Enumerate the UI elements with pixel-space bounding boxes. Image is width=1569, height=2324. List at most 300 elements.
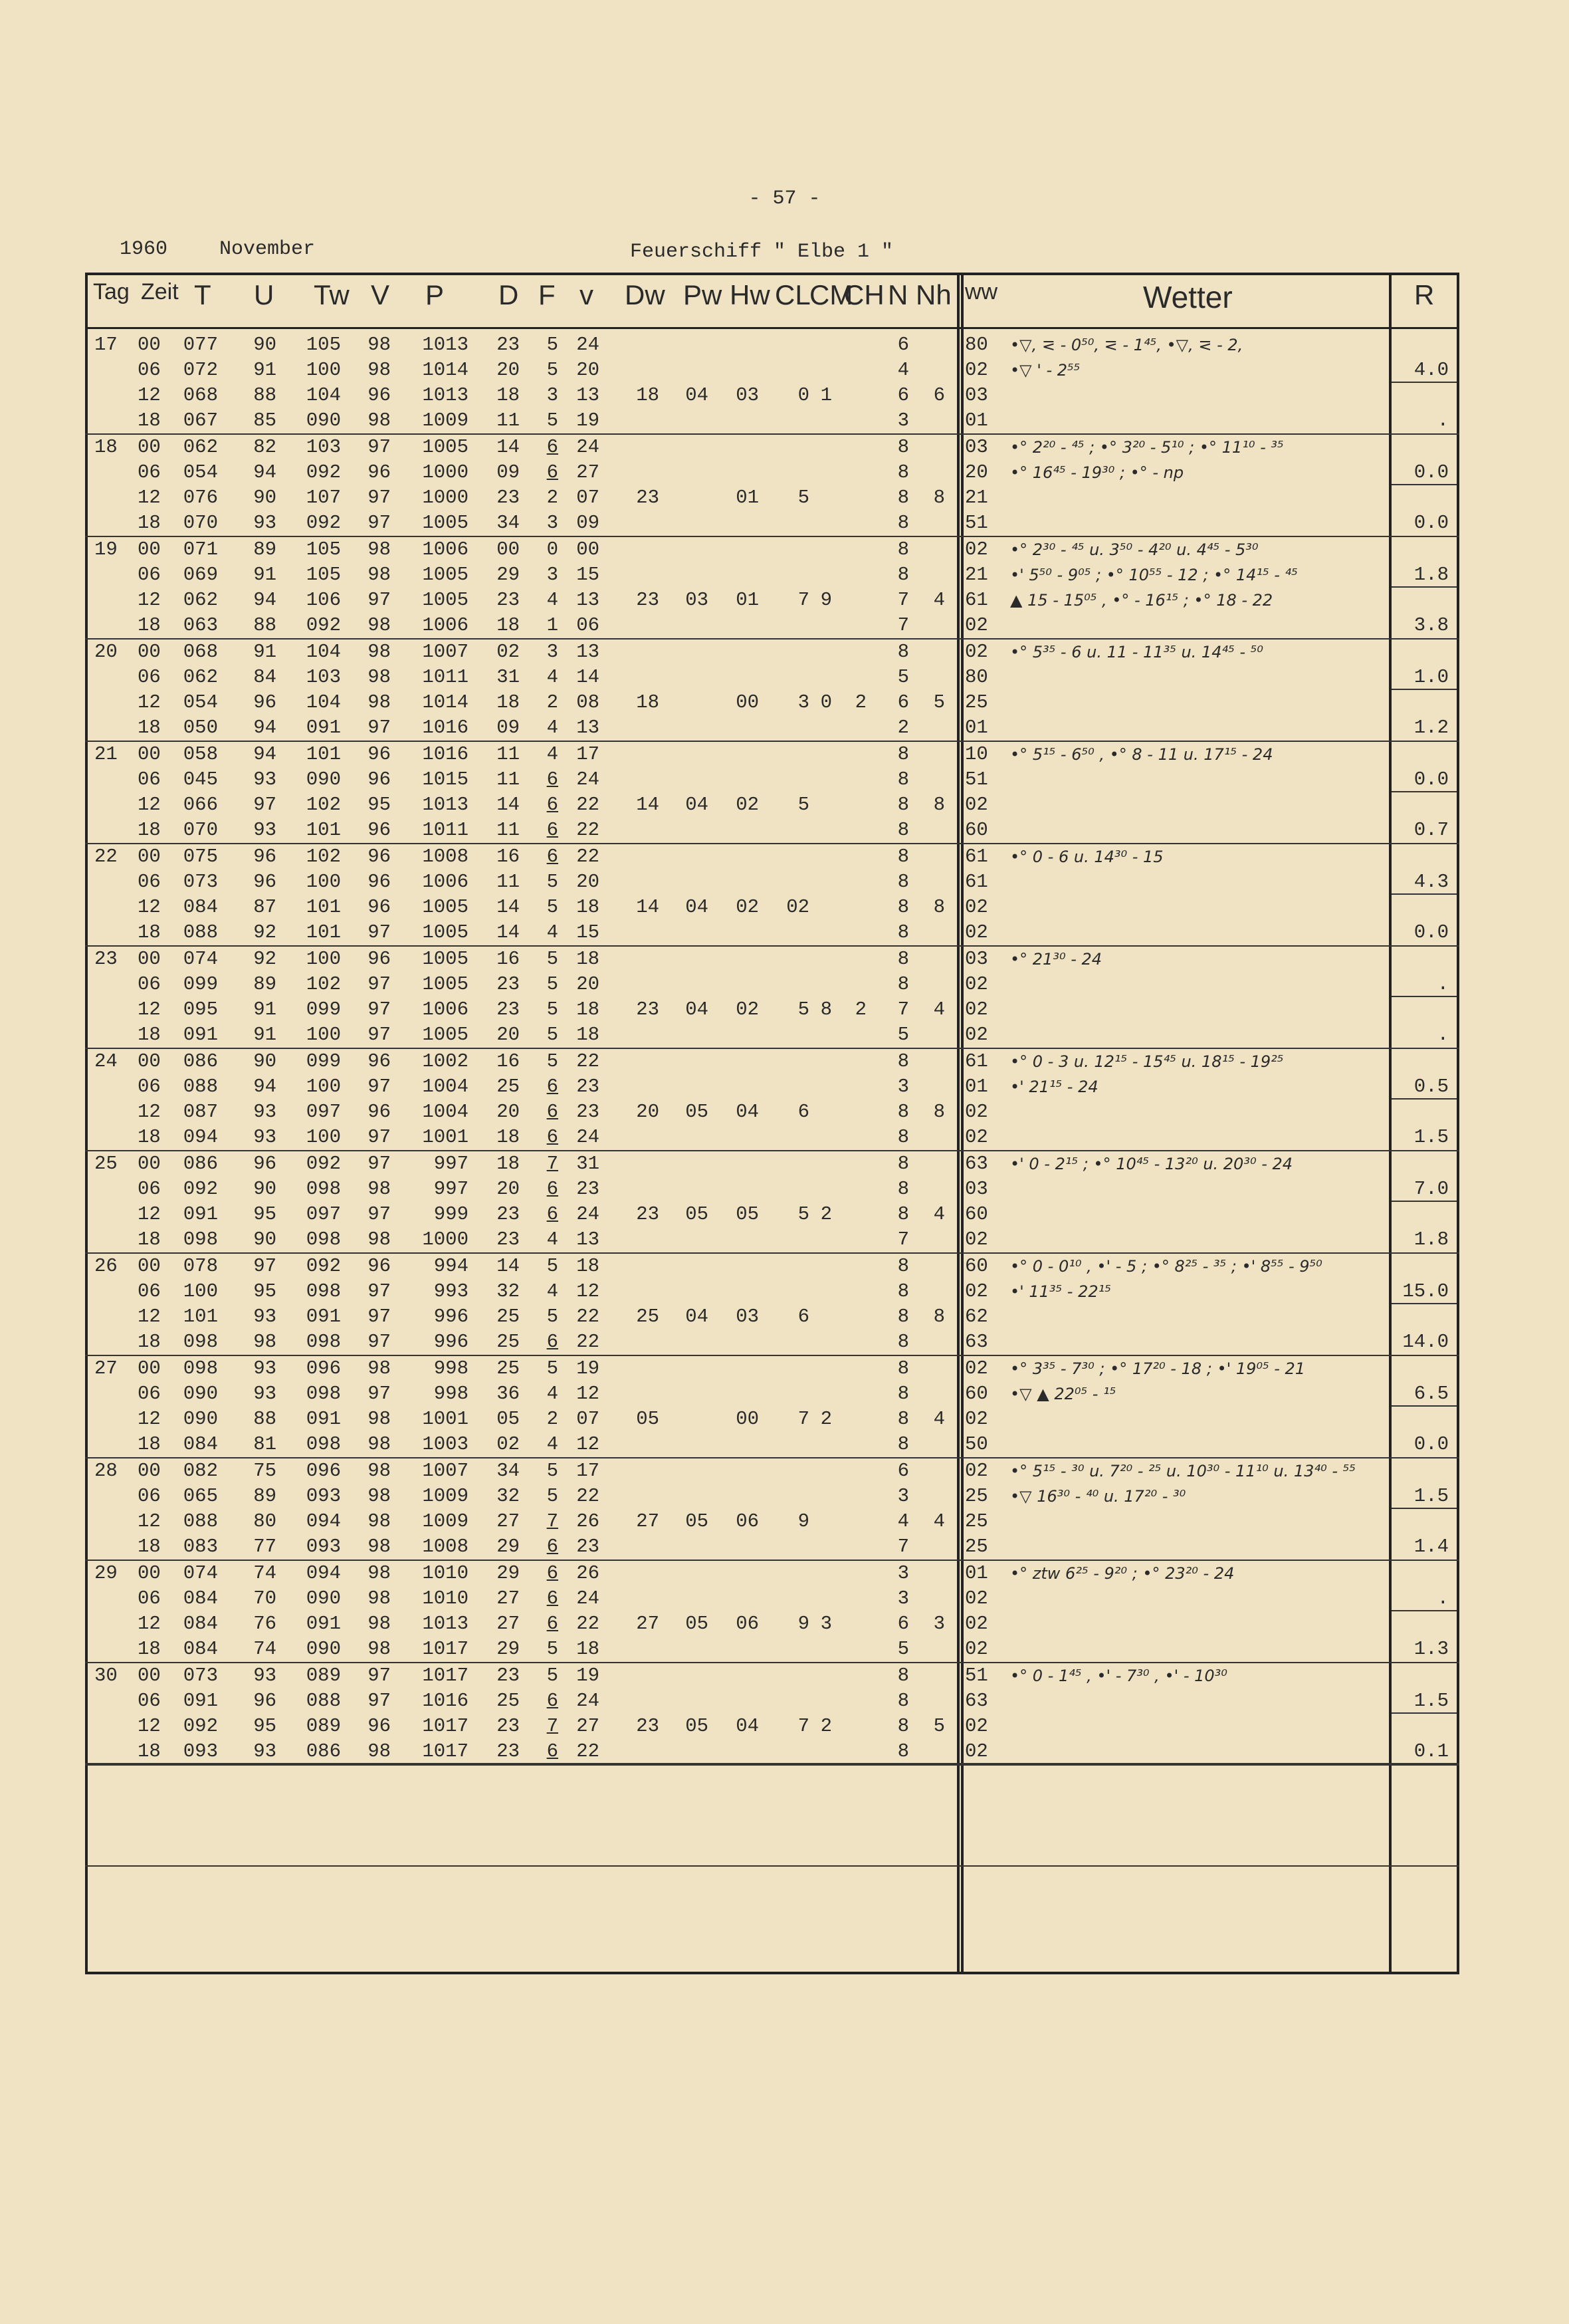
cell-p: 1005 xyxy=(422,921,469,943)
cell-v: 97 xyxy=(367,1383,391,1405)
day-number: 28 xyxy=(94,1460,118,1482)
cell-f: 7 xyxy=(546,1510,558,1532)
cell-v: 24 xyxy=(576,334,599,356)
cell-zeit: 06 xyxy=(138,666,161,688)
cell-t: 075 xyxy=(183,846,218,868)
cell-ww: 61 xyxy=(965,871,988,893)
cell-tw: 100 xyxy=(306,871,341,893)
cell-n: 4 xyxy=(897,359,909,381)
cell-dw: 14 xyxy=(636,794,659,816)
cell-t: 095 xyxy=(183,998,218,1020)
cell-v: 22 xyxy=(576,1306,599,1328)
cell-d: 25 xyxy=(496,1306,520,1328)
cell-d: 25 xyxy=(496,1076,520,1098)
cell-nh: 4 xyxy=(933,1510,945,1532)
cell-f: 6 xyxy=(546,846,558,868)
cell-d: 09 xyxy=(496,461,520,483)
cell-v: 00 xyxy=(576,538,599,560)
cell-nh: 8 xyxy=(933,794,945,816)
cell-ww: 25 xyxy=(965,1485,988,1507)
cell-u: 91 xyxy=(253,564,276,586)
cell-v: 24 xyxy=(576,436,599,458)
cell-tw: 098 xyxy=(306,1178,341,1200)
day-number: 19 xyxy=(94,538,118,560)
cell-f: 5 xyxy=(546,998,558,1020)
cell-d: 20 xyxy=(496,1024,520,1046)
precip-value: 0.0 xyxy=(1413,921,1449,943)
cell-p: 1004 xyxy=(422,1076,469,1098)
cell-n: 8 xyxy=(897,1690,909,1712)
cell-n: 7 xyxy=(897,589,909,611)
cell-u: 84 xyxy=(253,666,276,688)
cell-p: 1001 xyxy=(422,1126,469,1148)
cell-p: 1006 xyxy=(422,998,469,1020)
cell-tw: 101 xyxy=(306,819,341,841)
cell-p: 996 xyxy=(433,1331,469,1353)
cell-u: 95 xyxy=(253,1715,276,1737)
cell-ww: 21 xyxy=(965,564,988,586)
precip-value: 0.0 xyxy=(1413,461,1449,483)
cell-f: 5 xyxy=(546,1665,558,1686)
cell-hw: 03 xyxy=(736,1306,759,1328)
cell-v: 22 xyxy=(576,1740,599,1762)
cell-zeit: 12 xyxy=(138,1613,161,1635)
cell-v: 20 xyxy=(576,359,599,381)
cell-d: 23 xyxy=(496,1228,520,1250)
cell-n: 6 xyxy=(897,334,909,356)
cell-u: 97 xyxy=(253,794,276,816)
cell-u: 93 xyxy=(253,1740,276,1762)
cell-ww: 02 xyxy=(965,614,988,636)
cell-ww: 25 xyxy=(965,1536,988,1558)
cell-t: 078 xyxy=(183,1255,218,1277)
cell-zeit: 12 xyxy=(138,487,161,509)
cell-f: 6 xyxy=(546,1203,558,1225)
cell-tw: 102 xyxy=(306,846,341,868)
cell-d: 16 xyxy=(496,1050,520,1072)
cell-p: 1016 xyxy=(422,717,469,739)
cell-v: 24 xyxy=(576,1690,599,1712)
header-cm: CM xyxy=(809,279,853,310)
cell-zeit: 12 xyxy=(138,589,161,611)
cell-n: 2 xyxy=(897,717,909,739)
cell-v: 96 xyxy=(367,461,391,483)
cell-f: 6 xyxy=(546,1101,558,1123)
cell-u: 95 xyxy=(253,1203,276,1225)
cell-n: 8 xyxy=(897,1306,909,1328)
cell-d: 29 xyxy=(496,1638,520,1660)
cell-tw: 098 xyxy=(306,1331,341,1353)
cell-t: 067 xyxy=(183,409,218,431)
empty-row-rule xyxy=(85,1763,1459,1764)
cell-d: 25 xyxy=(496,1357,520,1379)
cell-u: 91 xyxy=(253,641,276,663)
cell-tw: 105 xyxy=(306,334,341,356)
cell-u: 81 xyxy=(253,1433,276,1455)
cell-d: 20 xyxy=(496,1178,520,1200)
cell-v: 96 xyxy=(367,768,391,790)
cell-hw: 04 xyxy=(736,1715,759,1737)
cell-d: 11 xyxy=(496,743,520,765)
cell-t: 098 xyxy=(183,1331,218,1353)
precip-value: . xyxy=(1437,973,1449,995)
cell-cm: 1 xyxy=(820,384,832,406)
cell-v: 98 xyxy=(367,1510,391,1532)
weather-notes: •' 5⁵⁰ - 9⁰⁵ ; •° 10⁵⁵ - 12 ; •° 14¹⁵ - ⁴⁵ xyxy=(1010,566,1298,584)
cell-t: 098 xyxy=(183,1357,218,1379)
cell-cl: 3 xyxy=(797,691,809,713)
cell-d: 14 xyxy=(496,896,520,918)
cell-u: 93 xyxy=(253,1101,276,1123)
cell-t: 101 xyxy=(183,1306,218,1328)
cell-v: 96 xyxy=(367,1255,391,1277)
cell-v: 98 xyxy=(367,538,391,560)
header-tw: Tw xyxy=(314,279,350,310)
cell-cm: 2 xyxy=(820,1408,832,1430)
cell-f: 6 xyxy=(546,1587,558,1609)
day-number: 24 xyxy=(94,1050,118,1072)
cell-zeit: 00 xyxy=(138,334,161,356)
day-number: 25 xyxy=(94,1153,118,1175)
cell-v: 98 xyxy=(367,1408,391,1430)
cell-ww: 01 xyxy=(965,717,988,739)
cell-nh: 4 xyxy=(933,998,945,1020)
weather-notes: •' 11³⁵ - 22¹⁵ xyxy=(1010,1282,1111,1301)
cell-p: 1013 xyxy=(422,384,469,406)
cell-t: 090 xyxy=(183,1383,218,1405)
cell-tw: 102 xyxy=(306,794,341,816)
cell-cl: 7 xyxy=(797,1408,809,1430)
cell-v: 96 xyxy=(367,384,391,406)
cell-nh: 8 xyxy=(933,487,945,509)
page-number: - 57 - xyxy=(748,187,821,210)
cell-ww: 51 xyxy=(965,1665,988,1686)
cell-d: 11 xyxy=(496,871,520,893)
cell-d: 29 xyxy=(496,1536,520,1558)
cell-zeit: 18 xyxy=(138,614,161,636)
empty-row-rule xyxy=(85,1865,1459,1867)
cell-hw: 00 xyxy=(736,691,759,713)
cell-u: 89 xyxy=(253,1485,276,1507)
header-v: V xyxy=(371,279,390,310)
cell-f: 4 xyxy=(546,589,558,611)
cell-ww: 63 xyxy=(965,1690,988,1712)
cell-ww: 61 xyxy=(965,846,988,868)
weather-notes: •° 5¹⁵ - 6⁵⁰ , •° 8 - 11 u. 17¹⁵ - 24 xyxy=(1010,745,1273,764)
cell-t: 074 xyxy=(183,948,218,970)
cell-u: 96 xyxy=(253,691,276,713)
r-sub-rule xyxy=(1392,382,1457,384)
cell-ww: 02 xyxy=(965,896,988,918)
cell-ch: 2 xyxy=(855,691,867,713)
weather-notes: •° 5¹⁵ - ³⁰ u. 7²⁰ - ²⁵ u. 10³⁰ - 11¹⁰ u. 13⁴⁰ - ⁵⁵ xyxy=(1010,1462,1356,1480)
cell-f: 5 xyxy=(546,1255,558,1277)
cell-d: 18 xyxy=(496,384,520,406)
cell-t: 054 xyxy=(183,461,218,483)
cell-hw: 00 xyxy=(736,1408,759,1430)
cell-tw: 101 xyxy=(306,921,341,943)
precip-value: . xyxy=(1437,1587,1449,1609)
cell-v: 97 xyxy=(367,1153,391,1175)
cell-v: 18 xyxy=(576,998,599,1020)
cell-n: 8 xyxy=(897,461,909,483)
cell-u: 94 xyxy=(253,717,276,739)
header-pw: Pw xyxy=(683,279,722,310)
cell-ww: 03 xyxy=(965,948,988,970)
cell-u: 89 xyxy=(253,973,276,995)
cell-d: 25 xyxy=(496,1331,520,1353)
cell-f: 5 xyxy=(546,409,558,431)
cell-f: 6 xyxy=(546,1536,558,1558)
cell-v: 97 xyxy=(367,1076,391,1098)
cell-f: 6 xyxy=(546,1076,558,1098)
cell-p: 1017 xyxy=(422,1638,469,1660)
cell-d: 23 xyxy=(496,1203,520,1225)
header-nh: Nh xyxy=(916,279,952,310)
cell-u: 93 xyxy=(253,512,276,534)
cell-nh: 8 xyxy=(933,1306,945,1328)
cell-d: 29 xyxy=(496,564,520,586)
cell-n: 5 xyxy=(897,666,909,688)
cell-v: 24 xyxy=(576,1203,599,1225)
weather-notes: •° 16⁴⁵ - 19³⁰ ; •° - np xyxy=(1010,463,1184,482)
cell-zeit: 12 xyxy=(138,384,161,406)
cell-zeit: 00 xyxy=(138,846,161,868)
cell-dw: 18 xyxy=(636,384,659,406)
cell-n: 8 xyxy=(897,1255,909,1277)
cell-ww: 50 xyxy=(965,1433,988,1455)
weather-notes: •° 2²⁰ - ⁴⁵ ; •° 3²⁰ - 5¹⁰ ; •° 11¹⁰ - ³⁵ xyxy=(1010,438,1284,457)
cell-v: 96 xyxy=(367,1050,391,1072)
cell-n: 8 xyxy=(897,1665,909,1686)
cell-v: 98 xyxy=(367,1536,391,1558)
cell-v: 98 xyxy=(367,334,391,356)
cell-f: 5 xyxy=(546,948,558,970)
cell-v: 23 xyxy=(576,1101,599,1123)
cell-t: 050 xyxy=(183,717,218,739)
cell-tw: 094 xyxy=(306,1562,341,1584)
cell-n: 8 xyxy=(897,564,909,586)
cell-v: 98 xyxy=(367,1587,391,1609)
cell-zeit: 00 xyxy=(138,1460,161,1482)
cell-v: 96 xyxy=(367,871,391,893)
cell-ww: 02 xyxy=(965,641,988,663)
cell-tw: 102 xyxy=(306,973,341,995)
cell-n: 7 xyxy=(897,998,909,1020)
cell-n: 6 xyxy=(897,384,909,406)
r-sub-rule xyxy=(1392,689,1457,691)
cell-tw: 096 xyxy=(306,1460,341,1482)
precip-value: 1.2 xyxy=(1413,717,1449,739)
cell-v: 97 xyxy=(367,487,391,509)
cell-v: 17 xyxy=(576,1460,599,1482)
header-zeit: Zeit xyxy=(141,279,179,304)
cell-f: 4 xyxy=(546,743,558,765)
cell-v: 97 xyxy=(367,1024,391,1046)
cell-t: 099 xyxy=(183,973,218,995)
cell-tw: 091 xyxy=(306,1408,341,1430)
cell-f: 6 xyxy=(546,819,558,841)
cell-ww: 51 xyxy=(965,768,988,790)
cell-n: 3 xyxy=(897,1076,909,1098)
cell-v: 98 xyxy=(367,666,391,688)
cell-t: 084 xyxy=(183,1587,218,1609)
precip-value: 0.0 xyxy=(1413,768,1449,790)
cell-ww: 61 xyxy=(965,1050,988,1072)
cell-ww: 02 xyxy=(965,1101,988,1123)
cell-v: 97 xyxy=(367,589,391,611)
cell-t: 062 xyxy=(183,436,218,458)
cell-t: 074 xyxy=(183,1562,218,1584)
cell-n: 7 xyxy=(897,1228,909,1250)
cell-zeit: 06 xyxy=(138,973,161,995)
cell-tw: 097 xyxy=(306,1203,341,1225)
cell-d: 23 xyxy=(496,1665,520,1686)
cell-tw: 098 xyxy=(306,1433,341,1455)
cell-u: 94 xyxy=(253,589,276,611)
cell-v: 18 xyxy=(576,896,599,918)
cell-tw: 099 xyxy=(306,998,341,1020)
cell-d: 23 xyxy=(496,1715,520,1737)
cell-p: 1017 xyxy=(422,1665,469,1686)
cell-zeit: 06 xyxy=(138,768,161,790)
precip-value: 4.3 xyxy=(1413,871,1449,893)
cell-ww: 10 xyxy=(965,743,988,765)
cell-v: 13 xyxy=(576,1228,599,1250)
cell-hw: 06 xyxy=(736,1613,759,1635)
cell-d: 14 xyxy=(496,436,520,458)
cell-u: 91 xyxy=(253,359,276,381)
cell-dw: 23 xyxy=(636,589,659,611)
cell-n: 3 xyxy=(897,1485,909,1507)
cell-v: 09 xyxy=(576,512,599,534)
cell-f: 5 xyxy=(546,1485,558,1507)
cell-v: 98 xyxy=(367,1228,391,1250)
cell-cl: 9 xyxy=(797,1510,809,1532)
cell-v: 96 xyxy=(367,743,391,765)
cell-f: 6 xyxy=(546,1740,558,1762)
cell-pw: 05 xyxy=(685,1101,708,1123)
cell-t: 062 xyxy=(183,589,218,611)
cell-tw: 100 xyxy=(306,1076,341,1098)
cell-v: 27 xyxy=(576,461,599,483)
cell-p: 1006 xyxy=(422,538,469,560)
cell-tw: 098 xyxy=(306,1280,341,1302)
cell-v: 23 xyxy=(576,1076,599,1098)
cell-f: 5 xyxy=(546,334,558,356)
cell-n: 8 xyxy=(897,1357,909,1379)
cell-v: 13 xyxy=(576,641,599,663)
cell-ww: 21 xyxy=(965,487,988,509)
precip-value: 6.5 xyxy=(1413,1383,1449,1405)
cell-f: 4 xyxy=(546,1383,558,1405)
cell-t: 068 xyxy=(183,384,218,406)
cell-n: 8 xyxy=(897,436,909,458)
cell-d: 14 xyxy=(496,794,520,816)
header-rule xyxy=(85,327,1459,329)
cell-zeit: 00 xyxy=(138,641,161,663)
cell-tw: 104 xyxy=(306,384,341,406)
cell-pw: 05 xyxy=(685,1510,708,1532)
cell-zeit: 18 xyxy=(138,1126,161,1148)
cell-f: 6 xyxy=(546,461,558,483)
cell-u: 95 xyxy=(253,1280,276,1302)
cell-t: 088 xyxy=(183,921,218,943)
cell-cl: 6 xyxy=(797,1306,809,1328)
cell-v: 22 xyxy=(576,1331,599,1353)
cell-ww: 02 xyxy=(965,1587,988,1609)
cell-n: 6 xyxy=(897,691,909,713)
cell-zeit: 00 xyxy=(138,1562,161,1584)
cell-t: 100 xyxy=(183,1280,218,1302)
cell-v: 22 xyxy=(576,1485,599,1507)
cell-zeit: 06 xyxy=(138,1383,161,1405)
cell-n: 8 xyxy=(897,794,909,816)
cell-v: 19 xyxy=(576,1357,599,1379)
cell-u: 88 xyxy=(253,384,276,406)
cell-u: 93 xyxy=(253,1126,276,1148)
cell-t: 076 xyxy=(183,487,218,509)
cell-dw: 23 xyxy=(636,1203,659,1225)
cell-v: 97 xyxy=(367,998,391,1020)
cell-d: 16 xyxy=(496,846,520,868)
cell-v: 14 xyxy=(576,666,599,688)
cell-cm: 2 xyxy=(820,1203,832,1225)
cell-t: 084 xyxy=(183,1638,218,1660)
cell-v: 24 xyxy=(576,768,599,790)
cell-v: 23 xyxy=(576,1536,599,1558)
cell-d: 02 xyxy=(496,1433,520,1455)
cell-f: 6 xyxy=(546,436,558,458)
cell-p: 1014 xyxy=(422,691,469,713)
cell-n: 8 xyxy=(897,512,909,534)
cell-p: 1010 xyxy=(422,1587,469,1609)
cell-u: 93 xyxy=(253,1306,276,1328)
cell-u: 91 xyxy=(253,1024,276,1046)
cell-nh: 8 xyxy=(933,1101,945,1123)
cell-p: 1000 xyxy=(422,1228,469,1250)
cell-n: 8 xyxy=(897,641,909,663)
cell-n: 8 xyxy=(897,1408,909,1430)
cell-d: 09 xyxy=(496,717,520,739)
cell-v: 97 xyxy=(367,1306,391,1328)
cell-ww: 60 xyxy=(965,1383,988,1405)
cell-pw: 04 xyxy=(685,1306,708,1328)
cell-ww: 03 xyxy=(965,384,988,406)
year: 1960 xyxy=(120,238,168,261)
cell-v: 97 xyxy=(367,1665,391,1686)
cell-t: 072 xyxy=(183,359,218,381)
cell-v: 06 xyxy=(576,614,599,636)
cell-u: 93 xyxy=(253,1383,276,1405)
cell-zeit: 06 xyxy=(138,1485,161,1507)
station-name: Feuerschiff " Elbe 1 " xyxy=(630,241,894,263)
cell-d: 27 xyxy=(496,1587,520,1609)
cell-p: 1009 xyxy=(422,1510,469,1532)
cell-d: 23 xyxy=(496,487,520,509)
cell-dw: 23 xyxy=(636,998,659,1020)
cell-v: 27 xyxy=(576,1715,599,1737)
cell-n: 8 xyxy=(897,768,909,790)
header-tag: Tag xyxy=(93,279,130,304)
cell-ww: 02 xyxy=(965,1126,988,1148)
cell-v: 07 xyxy=(576,487,599,509)
weather-notes: •° 5³⁵ - 6 u. 11 - 11³⁵ u. 14⁴⁵ - ⁵⁰ xyxy=(1010,643,1263,661)
cell-v: 18 xyxy=(576,948,599,970)
divider-ww-double xyxy=(961,273,964,1974)
weather-notes: •° 3³⁵ - 7³⁰ ; •° 17²⁰ - 18 ; •' 19⁰⁵ - 21 xyxy=(1010,1359,1306,1378)
cell-t: 086 xyxy=(183,1153,218,1175)
